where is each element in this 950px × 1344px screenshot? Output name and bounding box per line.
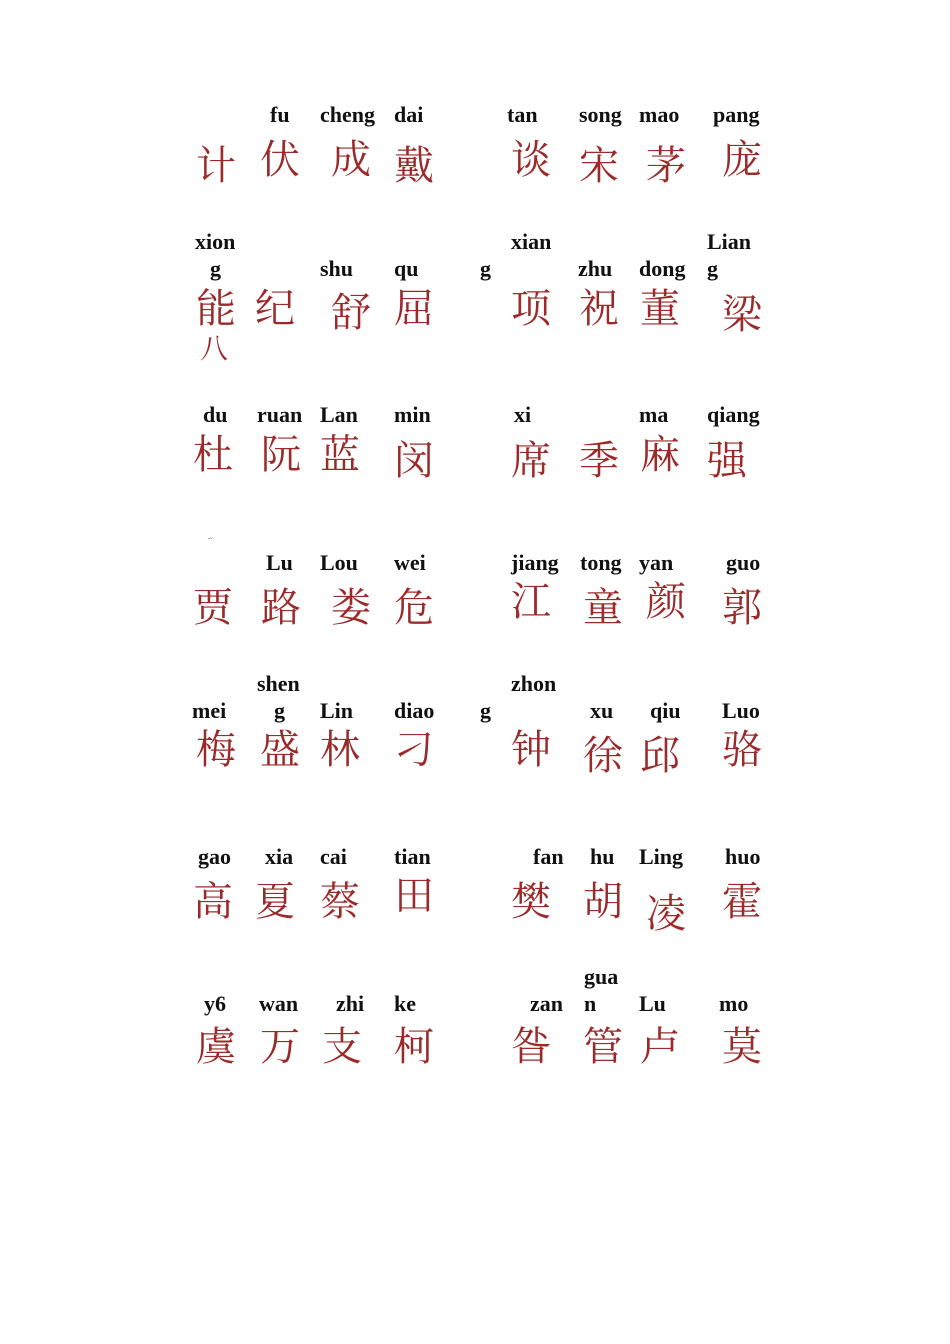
hanzi: 郭	[722, 585, 762, 631]
pinyin: mao	[639, 102, 680, 127]
hanzi: 柯	[394, 1024, 434, 1070]
hanzi: 梅	[196, 727, 236, 773]
hanzi: 祝	[579, 286, 619, 332]
pinyin: jiang	[511, 550, 559, 575]
pinyin: tian	[394, 844, 431, 869]
hanzi: 蓝	[320, 432, 360, 478]
pinyin: xia	[265, 844, 294, 869]
hanzi: 蔡	[320, 879, 360, 925]
pinyin: xi	[514, 402, 532, 427]
hanzi: 莫	[722, 1024, 762, 1070]
pinyin: gua	[584, 964, 619, 989]
pinyin: Ling	[639, 844, 684, 869]
hanzi: 庞	[722, 137, 762, 183]
pinyin: tong	[580, 550, 622, 575]
hanzi: 茅	[646, 143, 686, 189]
pinyin: diao	[394, 698, 435, 723]
hanzi: 成	[331, 137, 371, 183]
hanzi: 纪	[255, 286, 295, 332]
hanzi: 董	[640, 286, 680, 332]
pinyin: huo	[725, 844, 761, 869]
hanzi: 贾	[193, 585, 233, 631]
hanzi: 强	[707, 438, 747, 484]
hanzi: 童	[583, 585, 623, 631]
pinyin: g	[480, 256, 491, 281]
pinyin: y6	[204, 991, 226, 1016]
hanzi-extra: 八	[200, 332, 229, 365]
hanzi: 林	[320, 727, 360, 773]
pinyin: zan	[530, 991, 563, 1016]
hanzi: 支	[322, 1024, 362, 1070]
hanzi: 虞	[196, 1024, 236, 1070]
pinyin: dong	[639, 256, 686, 281]
pinyin: Lan	[320, 402, 358, 427]
pinyin: cheng	[320, 102, 375, 127]
hanzi: 江	[511, 579, 551, 625]
pinyin-wrap: g	[274, 698, 285, 723]
pinyin-wrap: g	[210, 256, 221, 281]
hanzi: 田	[394, 873, 434, 919]
pinyin: Lin	[320, 698, 354, 723]
hanzi: 凌	[646, 891, 686, 937]
hanzi: 胡	[583, 879, 623, 925]
hanzi: 徐	[583, 733, 623, 779]
pinyin: xion	[195, 229, 236, 254]
hanzi: 钟	[511, 727, 551, 773]
hanzi: 伏	[260, 137, 300, 183]
hanzi: 季	[579, 438, 619, 484]
hanzi: 谈	[511, 137, 551, 183]
pinyin: mo	[719, 991, 749, 1016]
hanzi: 盛	[260, 727, 300, 773]
pinyin: shu	[320, 256, 354, 281]
pinyin: Lu	[266, 550, 293, 575]
pinyin: tan	[507, 102, 538, 127]
hanzi: 宋	[579, 143, 619, 189]
hanzi: 能	[196, 286, 236, 332]
pinyin: yan	[639, 550, 674, 575]
hanzi: 麻	[640, 432, 680, 478]
pinyin: g	[480, 698, 491, 723]
pinyin: xu	[590, 698, 614, 723]
hanzi: 路	[261, 585, 301, 631]
pinyin: qu	[394, 256, 419, 281]
hanzi: 颜	[646, 579, 686, 625]
hanzi: 阮	[261, 432, 301, 478]
hanzi: 万	[260, 1024, 300, 1070]
pinyin: wei	[394, 550, 426, 575]
hanzi: 戴	[394, 143, 434, 189]
pinyin: Lian	[707, 229, 752, 254]
pinyin: ke	[394, 991, 416, 1016]
pinyin: guo	[726, 550, 761, 575]
pinyin: qiang	[707, 402, 760, 427]
hanzi: 昝	[511, 1024, 551, 1070]
pinyin: ma	[639, 402, 669, 427]
hanzi: 危	[394, 585, 434, 631]
pinyin: mei	[192, 698, 227, 723]
hanzi: 杜	[193, 432, 233, 478]
hanzi: 霍	[722, 879, 762, 925]
pinyin: zhon	[511, 671, 557, 696]
hanzi: 管	[583, 1024, 623, 1070]
pinyin: ruan	[257, 402, 303, 427]
hanzi: 娄	[331, 585, 371, 631]
hanzi: 项	[511, 286, 551, 332]
hanzi: 夏	[255, 879, 295, 925]
pinyin: wan	[259, 991, 299, 1016]
pinyin-wrap: g	[707, 256, 718, 281]
pinyin: qiu	[650, 698, 681, 723]
pinyin: dai	[394, 102, 424, 127]
hanzi: 屈	[394, 286, 434, 332]
hanzi: 席	[511, 438, 551, 484]
pinyin: min	[394, 402, 431, 427]
hanzi: 卢	[640, 1024, 680, 1070]
hanzi: 高	[193, 879, 233, 925]
hanzi: 闵	[394, 438, 434, 484]
hanzi: 舒	[331, 290, 371, 336]
hanzi: 骆	[722, 727, 762, 773]
pinyin: zhu	[578, 256, 613, 281]
pinyin: cai	[320, 844, 347, 869]
pinyin: Lou	[320, 550, 358, 575]
pinyin: pang	[713, 102, 760, 127]
pinyin: song	[579, 102, 622, 127]
hanzi: 樊	[511, 879, 551, 925]
pinyin: Lu	[639, 991, 666, 1016]
pinyin: hu	[590, 844, 615, 869]
pinyin-wrap: n	[584, 991, 597, 1016]
pinyin: fan	[533, 844, 564, 869]
hanzi: 梁	[722, 292, 762, 338]
pinyin: shen	[257, 671, 300, 696]
pinyin: Luo	[722, 698, 760, 723]
pinyin: du	[203, 402, 228, 427]
pinyin: gao	[198, 844, 231, 869]
pinyin: zhi	[336, 991, 365, 1016]
hanzi: 邱	[640, 733, 680, 779]
stray-mark: ˉˇ	[208, 538, 213, 545]
hanzi: 刁	[394, 727, 434, 773]
pinyin: fu	[270, 102, 290, 127]
pinyin: xian	[511, 229, 552, 254]
hanzi: 计	[196, 143, 236, 189]
